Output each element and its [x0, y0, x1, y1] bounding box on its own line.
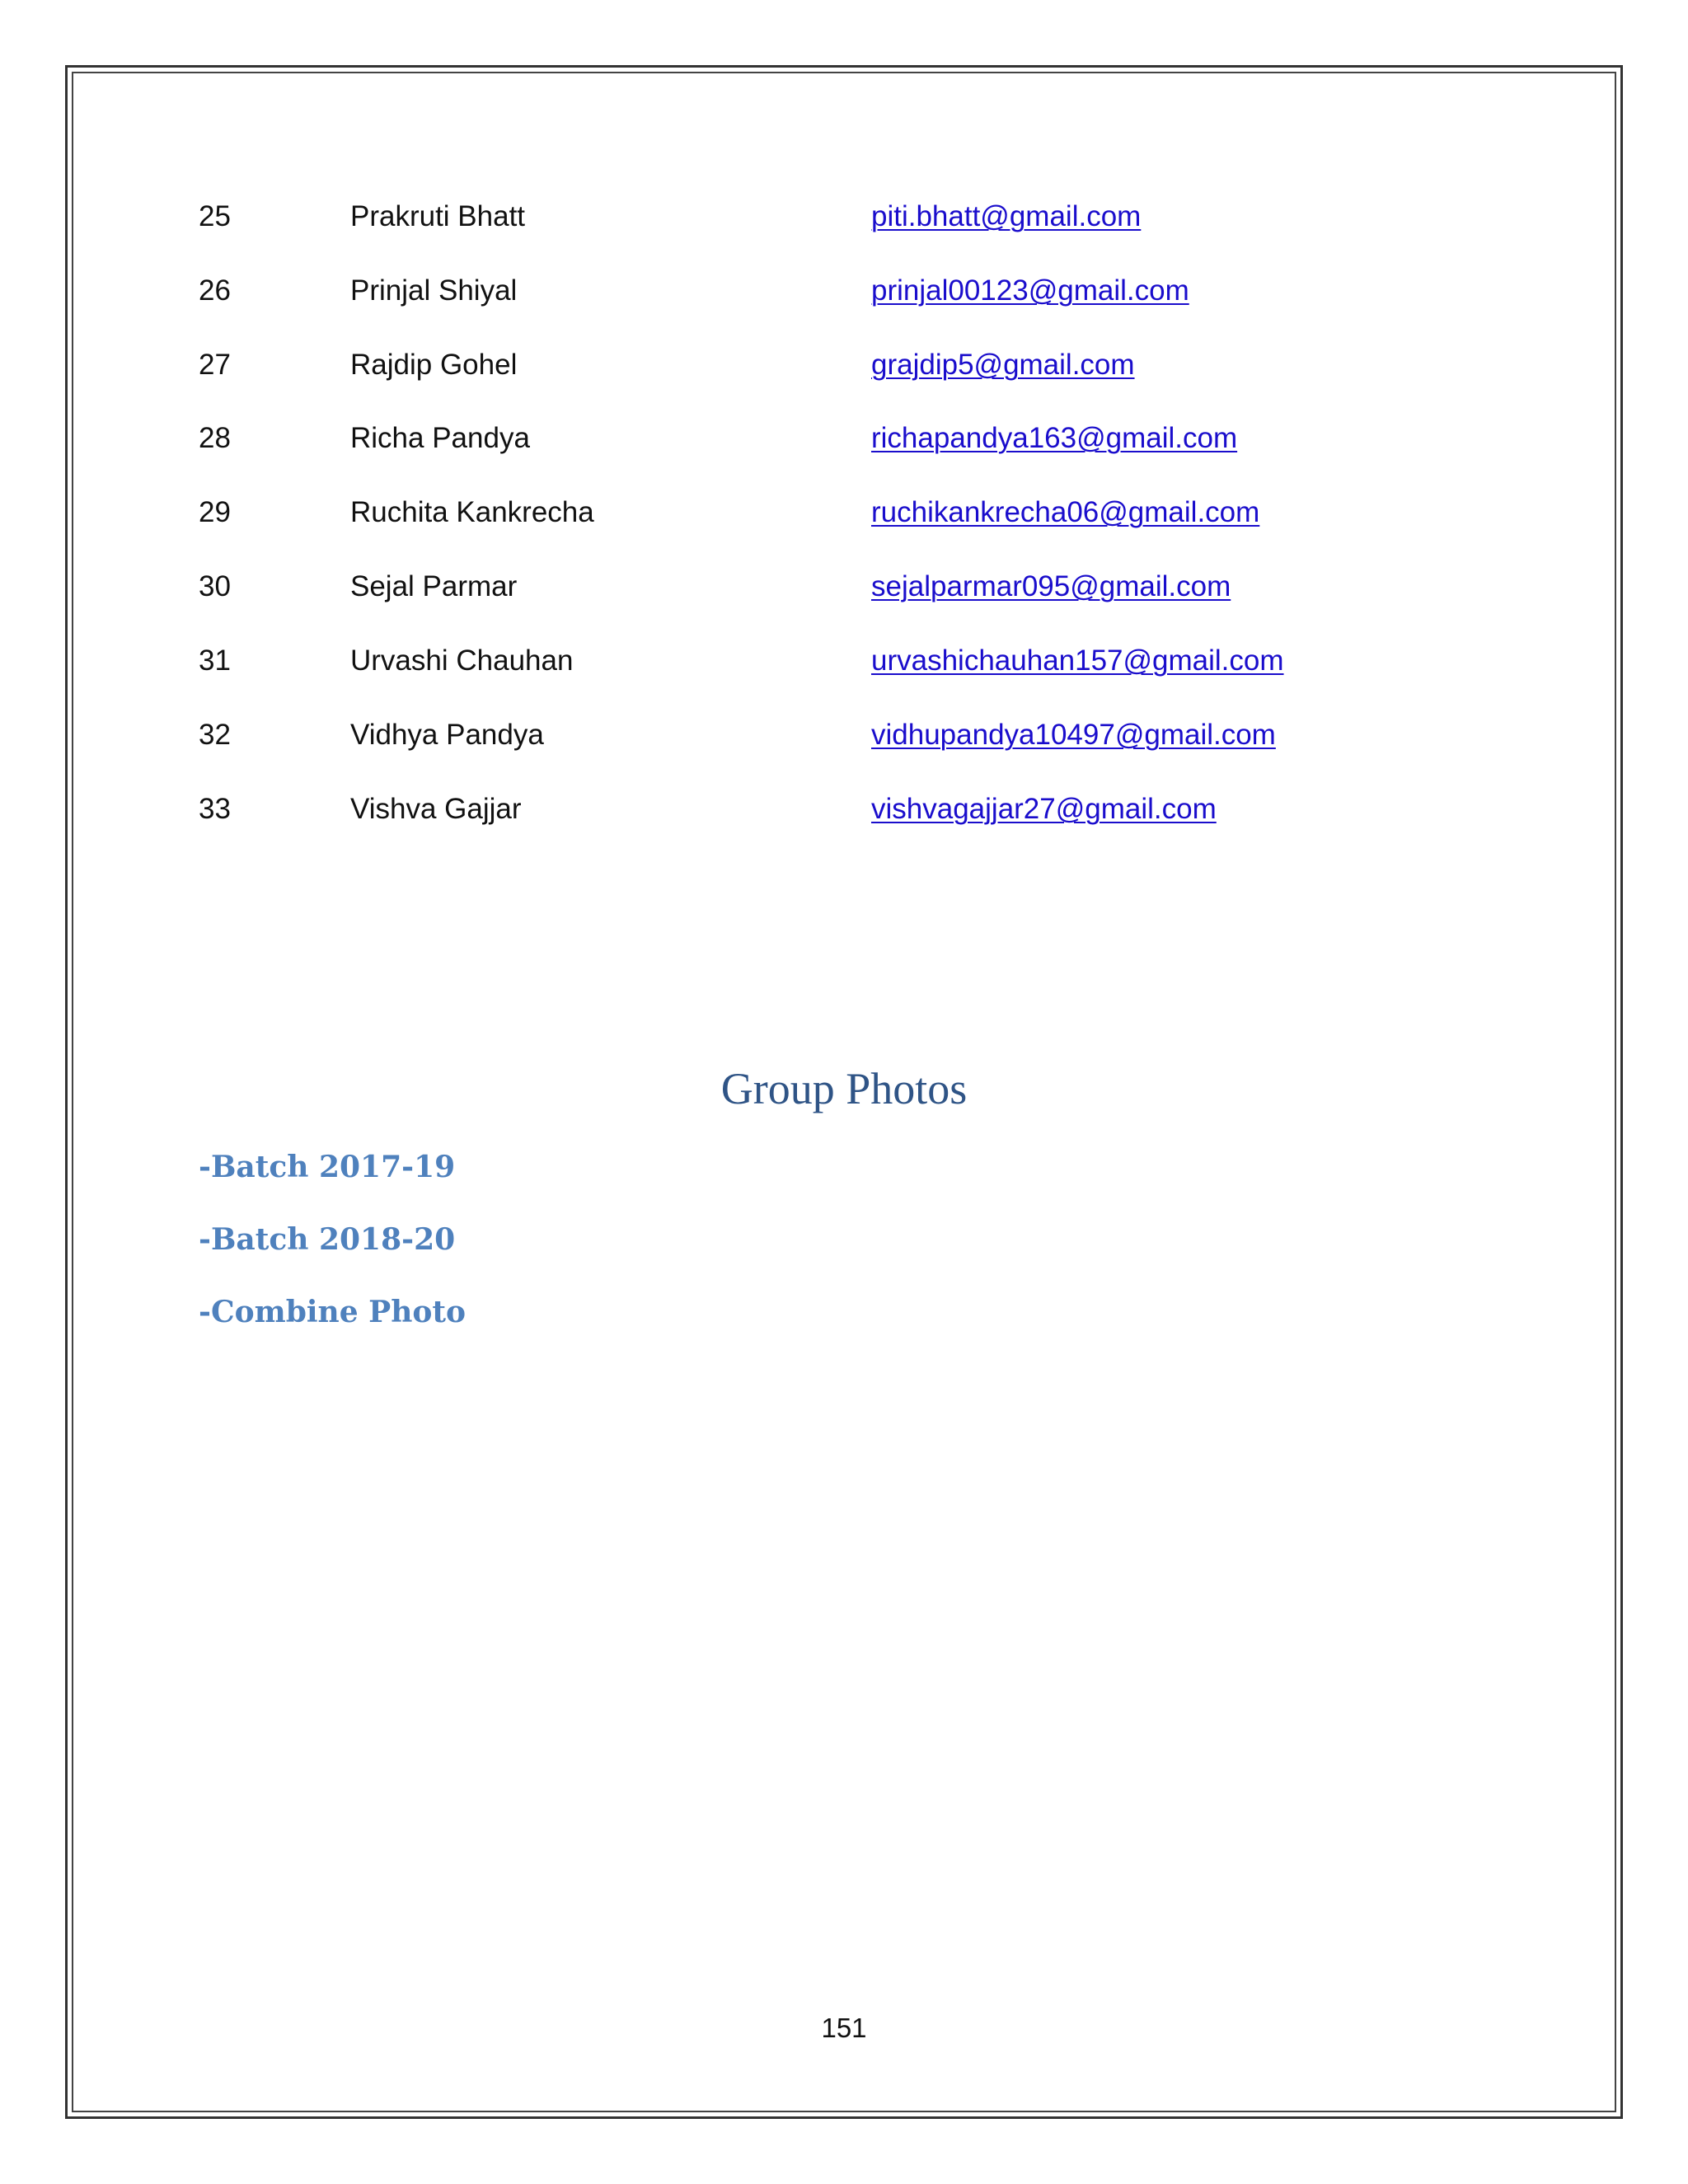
email-link[interactable]: vishvagajjar27@gmail.com [871, 793, 1217, 825]
page-number: 151 [821, 2013, 867, 2043]
person-name: Prinjal Shiyal [350, 274, 518, 307]
serial-number: 28 [199, 422, 231, 454]
table-row [0, 422, 1688, 471]
serial-number: 27 [199, 349, 231, 381]
email-link[interactable]: vidhupandya10497@gmail.com [871, 719, 1276, 751]
person-name: Rajdip Gohel [350, 349, 518, 381]
serial-number: 32 [199, 719, 231, 751]
email-link[interactable]: piti.bhatt@gmail.com [871, 200, 1142, 232]
combine-photo-heading: -Combine Photo [199, 1295, 467, 1329]
serial-number: 30 [199, 570, 231, 602]
person-name: Richa Pandya [350, 422, 530, 454]
table-row [0, 349, 1688, 398]
person-name: Ruchita Kankrecha [350, 496, 594, 528]
table-row [0, 644, 1688, 694]
email-link[interactable]: sejalparmar095@gmail.com [871, 570, 1231, 602]
serial-number: 31 [199, 644, 231, 677]
batch-2018-20-heading: -Batch 2018-20 [199, 1222, 456, 1257]
table-row [0, 719, 1688, 768]
person-name: Urvashi Chauhan [350, 644, 574, 677]
email-link[interactable]: prinjal00123@gmail.com [871, 274, 1189, 307]
serial-number: 29 [199, 496, 231, 528]
email-link[interactable]: ruchikankrecha06@gmail.com [871, 496, 1260, 528]
person-name: Sejal Parmar [350, 570, 518, 602]
table-row [0, 496, 1688, 546]
email-link[interactable]: richapandya163@gmail.com [871, 422, 1238, 454]
table-row [0, 793, 1688, 842]
serial-number: 25 [199, 200, 231, 232]
serial-number: 26 [199, 274, 231, 307]
person-name: Vishva Gajjar [350, 793, 522, 825]
group-photos-title: Group Photos [720, 1064, 968, 1113]
table-row [0, 570, 1688, 620]
batch-2017-19-heading: -Batch 2017-19 [199, 1150, 456, 1184]
person-name: Prakruti Bhatt [350, 200, 526, 232]
table-row [0, 200, 1688, 250]
email-link[interactable]: urvashichauhan157@gmail.com [871, 644, 1284, 677]
serial-number: 33 [199, 793, 231, 825]
person-name: Vidhya Pandya [350, 719, 544, 751]
email-link[interactable]: grajdip5@gmail.com [871, 349, 1135, 381]
table-row [0, 274, 1688, 324]
